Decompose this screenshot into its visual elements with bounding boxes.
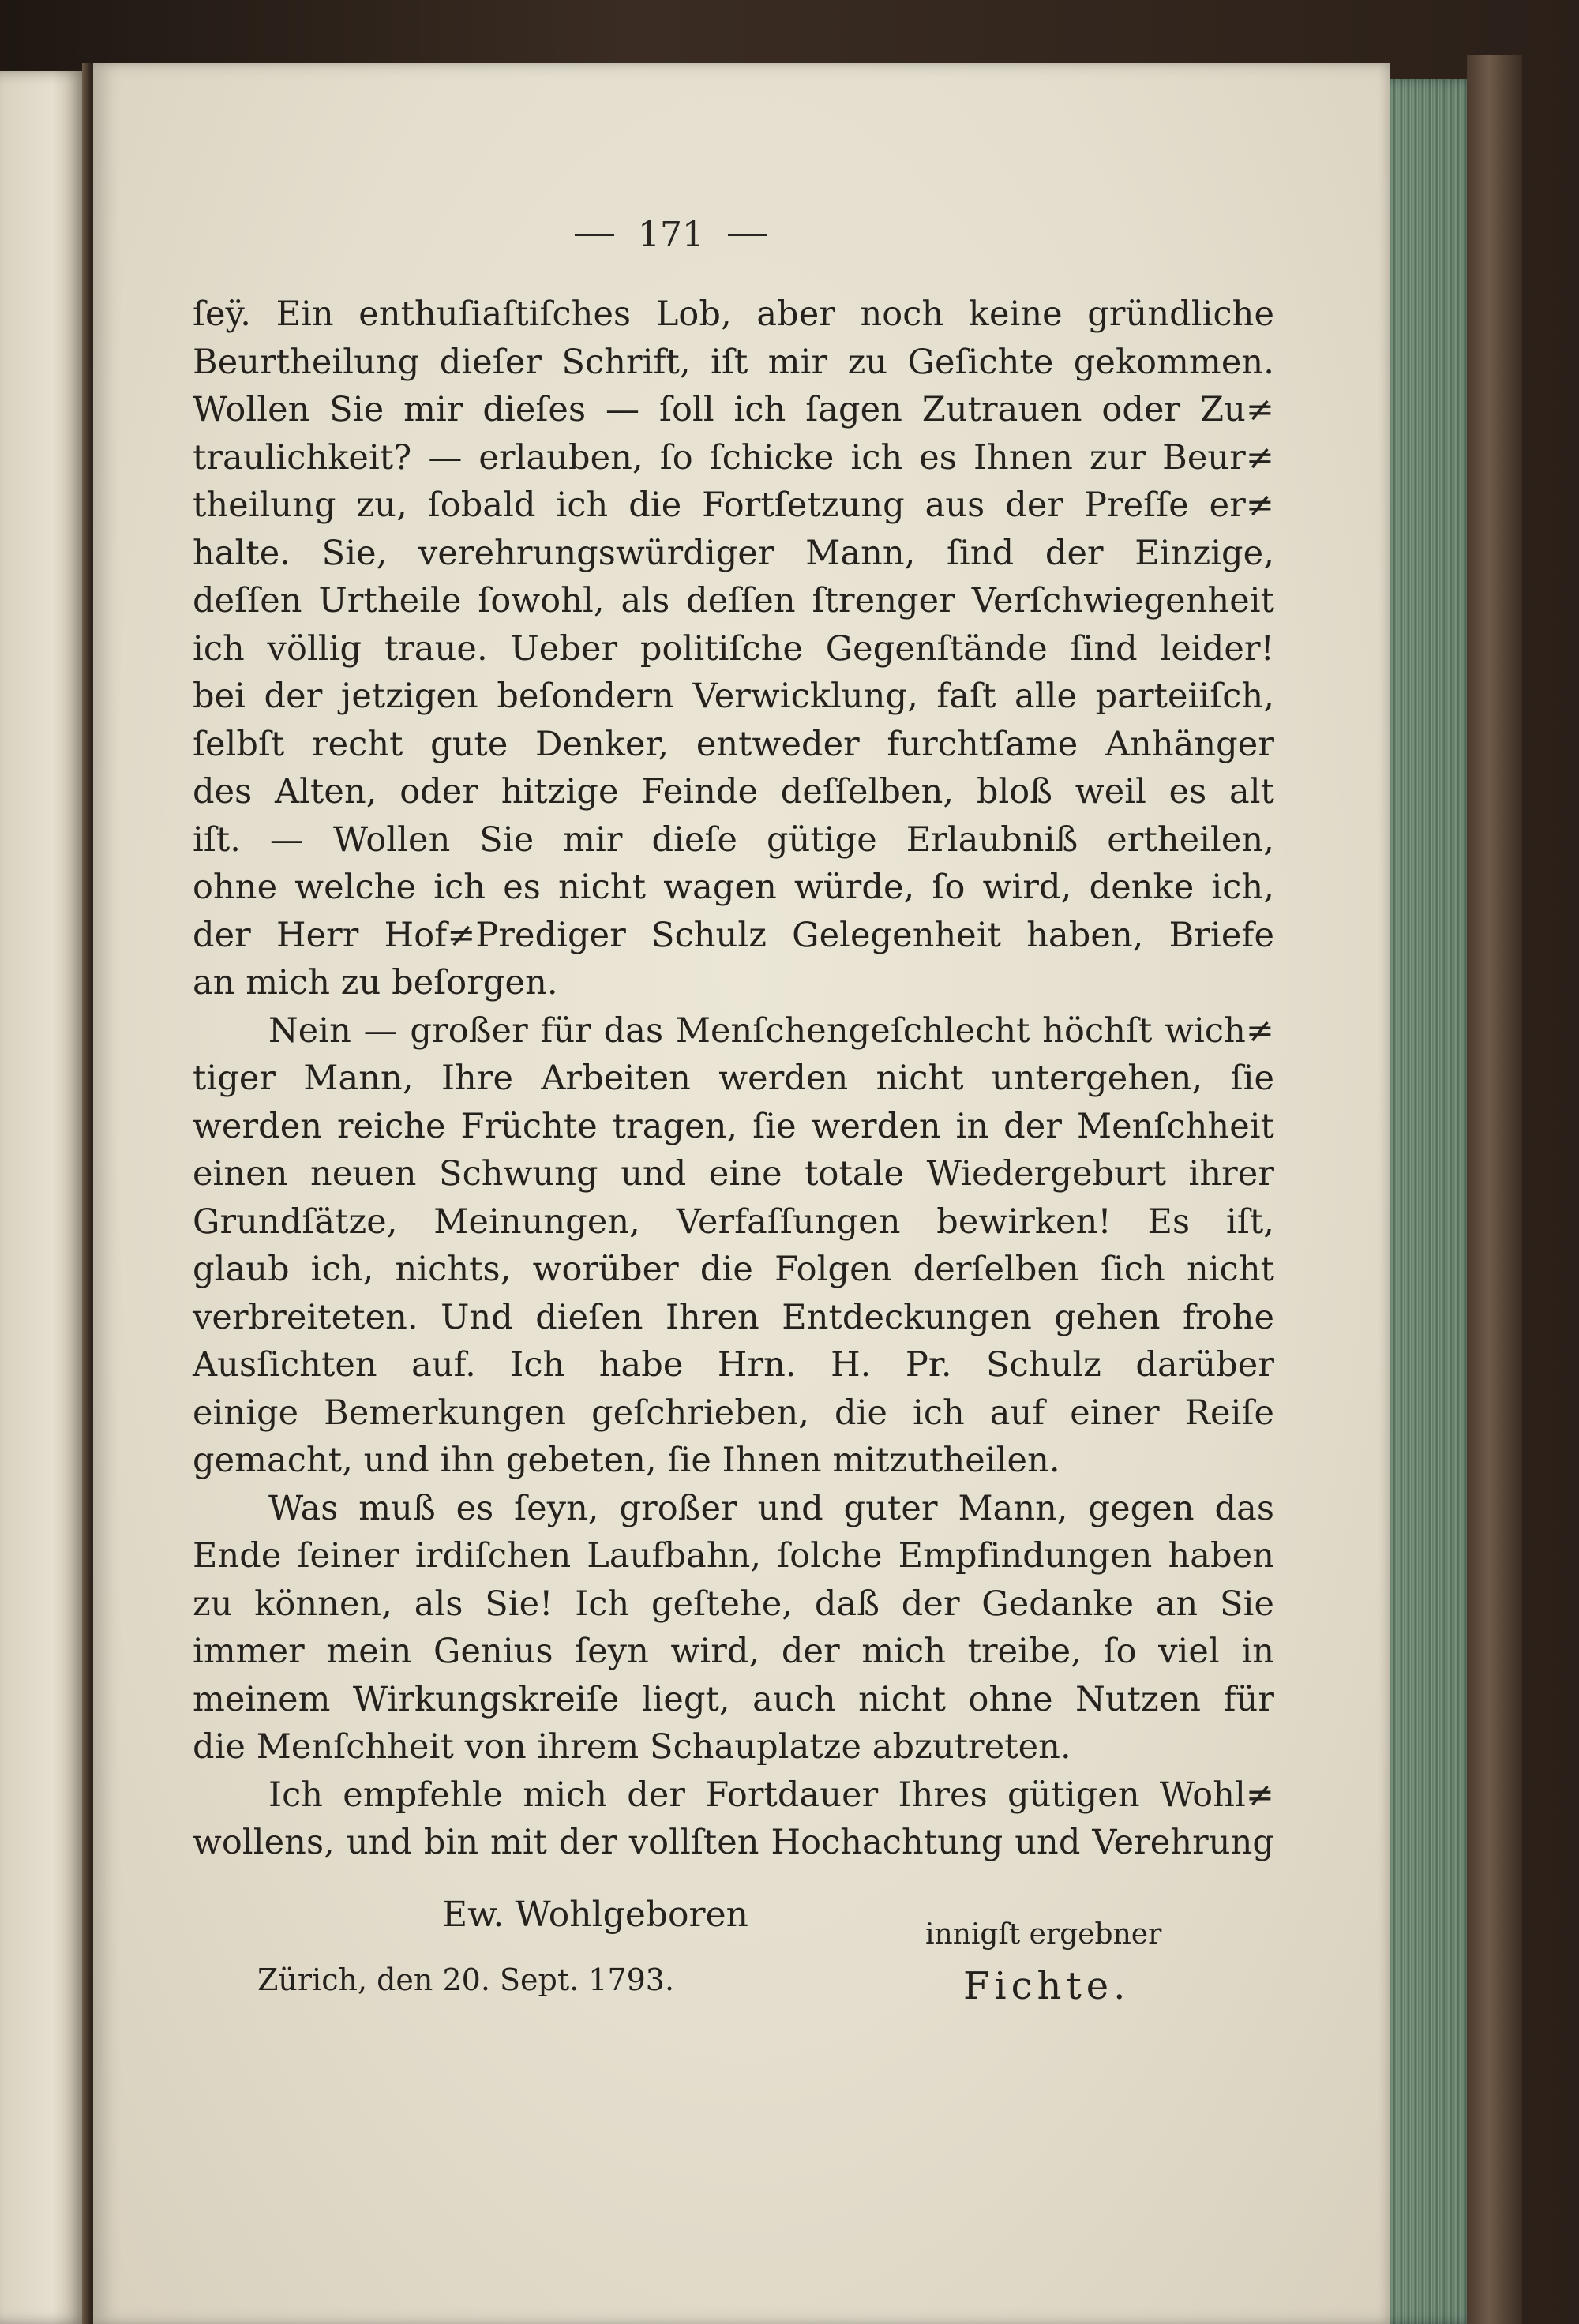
- text-line: wollens, und bin mit der vollſten Hochachtung und Verehrung: [193, 1823, 1274, 1862]
- text-line: halte. Sie, verehrungswürdiger Mann, ſind der Einzige,: [193, 533, 1274, 573]
- text-line: Ende ſeiner irdiſchen Laufbahn, ſolche Empfindungen haben: [193, 1536, 1274, 1576]
- text-line: ſelbſt recht gute Denker, entweder furchtſame Anhänger: [193, 724, 1274, 764]
- text-line: Beurtheilung dieſer Schrift, iſt mir zu Geſichte gekommen.: [193, 342, 1274, 382]
- facing-page-edge: [0, 71, 87, 2324]
- text-line: traulichkeit? — erlauben, ſo ſchicke ich es Ihnen zur Beur≠: [193, 437, 1274, 478]
- text-line: verbreiteten. Und dieſen Ihren Entdeckungen gehen frohe: [193, 1297, 1274, 1337]
- place-and-date: Zürich, den 20. Sept. 1793.: [257, 1962, 675, 1997]
- text-line: glaub ich, nichts, worüber die Folgen derſelben ſich nicht: [193, 1250, 1274, 1289]
- text-line: einen neuen Schwung und eine totale Wiedergeburt ihrer: [193, 1154, 1274, 1194]
- text-line: immer mein Genius ſeyn wird, der mich treibe, ſo viel in: [193, 1632, 1274, 1671]
- text-line: zu können, als Sie! Ich geſtehe, daß der Gedanke an Sie: [193, 1584, 1274, 1624]
- page-number: 171: [638, 214, 704, 255]
- text-line: Ich empfehle mich der Fortdauer Ihres gütigen Wohl≠: [268, 1775, 1274, 1815]
- salutation: Ew. Wohlgeboren: [442, 1895, 748, 1935]
- signature: Fichte.: [963, 1964, 1131, 2008]
- text-line: Ausſichten auf. Ich habe Hrn. H. Pr. Schulz darüber: [193, 1345, 1274, 1385]
- cover-edge: [1467, 55, 1522, 2324]
- text-line: die Menſchheit von ihrem Schauplatze abzutreten.: [193, 1727, 1071, 1767]
- text-line: ſeÿ. Ein enthuſiaſtiſches Lob, aber noch keine gründliche: [193, 294, 1274, 334]
- text-line: Was muß es ſeyn, großer und guter Mann, gegen das: [268, 1488, 1274, 1528]
- text-line: tiger Mann, Ihre Arbeiten werden nicht untergehen, ſie: [193, 1059, 1274, 1098]
- text-line: einige Bemerkungen geſchrieben, die ich auf einer Reiſe: [193, 1393, 1274, 1433]
- text-line: ohne welche ich es nicht wagen würde, ſo wird, denke ich,: [193, 868, 1274, 907]
- text-line: des Alten, oder hitzige Feinde deſſelben, bloß weil es alt: [193, 772, 1274, 812]
- text-line: an mich zu beſorgen.: [193, 963, 558, 1003]
- page-block-edge: [1390, 79, 1476, 2324]
- header-dash-right: [728, 234, 767, 236]
- text-line: ich völlig traue. Ueber politiſche Gegenſtände ſind leider!: [193, 628, 1274, 669]
- letter-body: [193, 290, 1274, 1867]
- sign-off: innigſt ergebner: [925, 1918, 1162, 1951]
- text-line: gemacht, und ihn gebeten, ſie Ihnen mitzutheilen.: [193, 1441, 1060, 1480]
- text-line: theilung zu, ſobald ich die Fortſetzung aus der Preſſe er≠: [193, 485, 1274, 525]
- header-dash-left: [575, 234, 614, 236]
- text-line: bei der jetzigen beſondern Verwicklung, faſt alle parteiiſch,: [193, 677, 1274, 716]
- text-line: der Herr Hof≠Prediger Schulz Gelegenheit haben, Briefe: [193, 915, 1274, 955]
- text-line: Grundſätze, Meinungen, Verfaſſungen bewirken! Es iſt,: [193, 1201, 1274, 1242]
- text-line: Wollen Sie mir dieſes — ſoll ich ſagen Zutrauen oder Zu≠: [193, 390, 1274, 429]
- text-line: deſſen Urtheile ſowohl, als deſſen ſtrenger Verſchwiegenheit: [193, 581, 1274, 620]
- text-line: Nein — großer für das Menſchengeſchlecht höchſt wich≠: [268, 1010, 1274, 1051]
- page-header: [545, 207, 797, 262]
- text-line: werden reiche Früchte tragen, ſie werden in der Menſchheit: [193, 1106, 1274, 1146]
- text-line: iſt. — Wollen Sie mir dieſe gütige Erlaubniß ertheilen,: [193, 819, 1274, 860]
- text-line: meinem Wirkungskreiſe liegt, auch nicht ohne Nutzen für: [193, 1679, 1274, 1719]
